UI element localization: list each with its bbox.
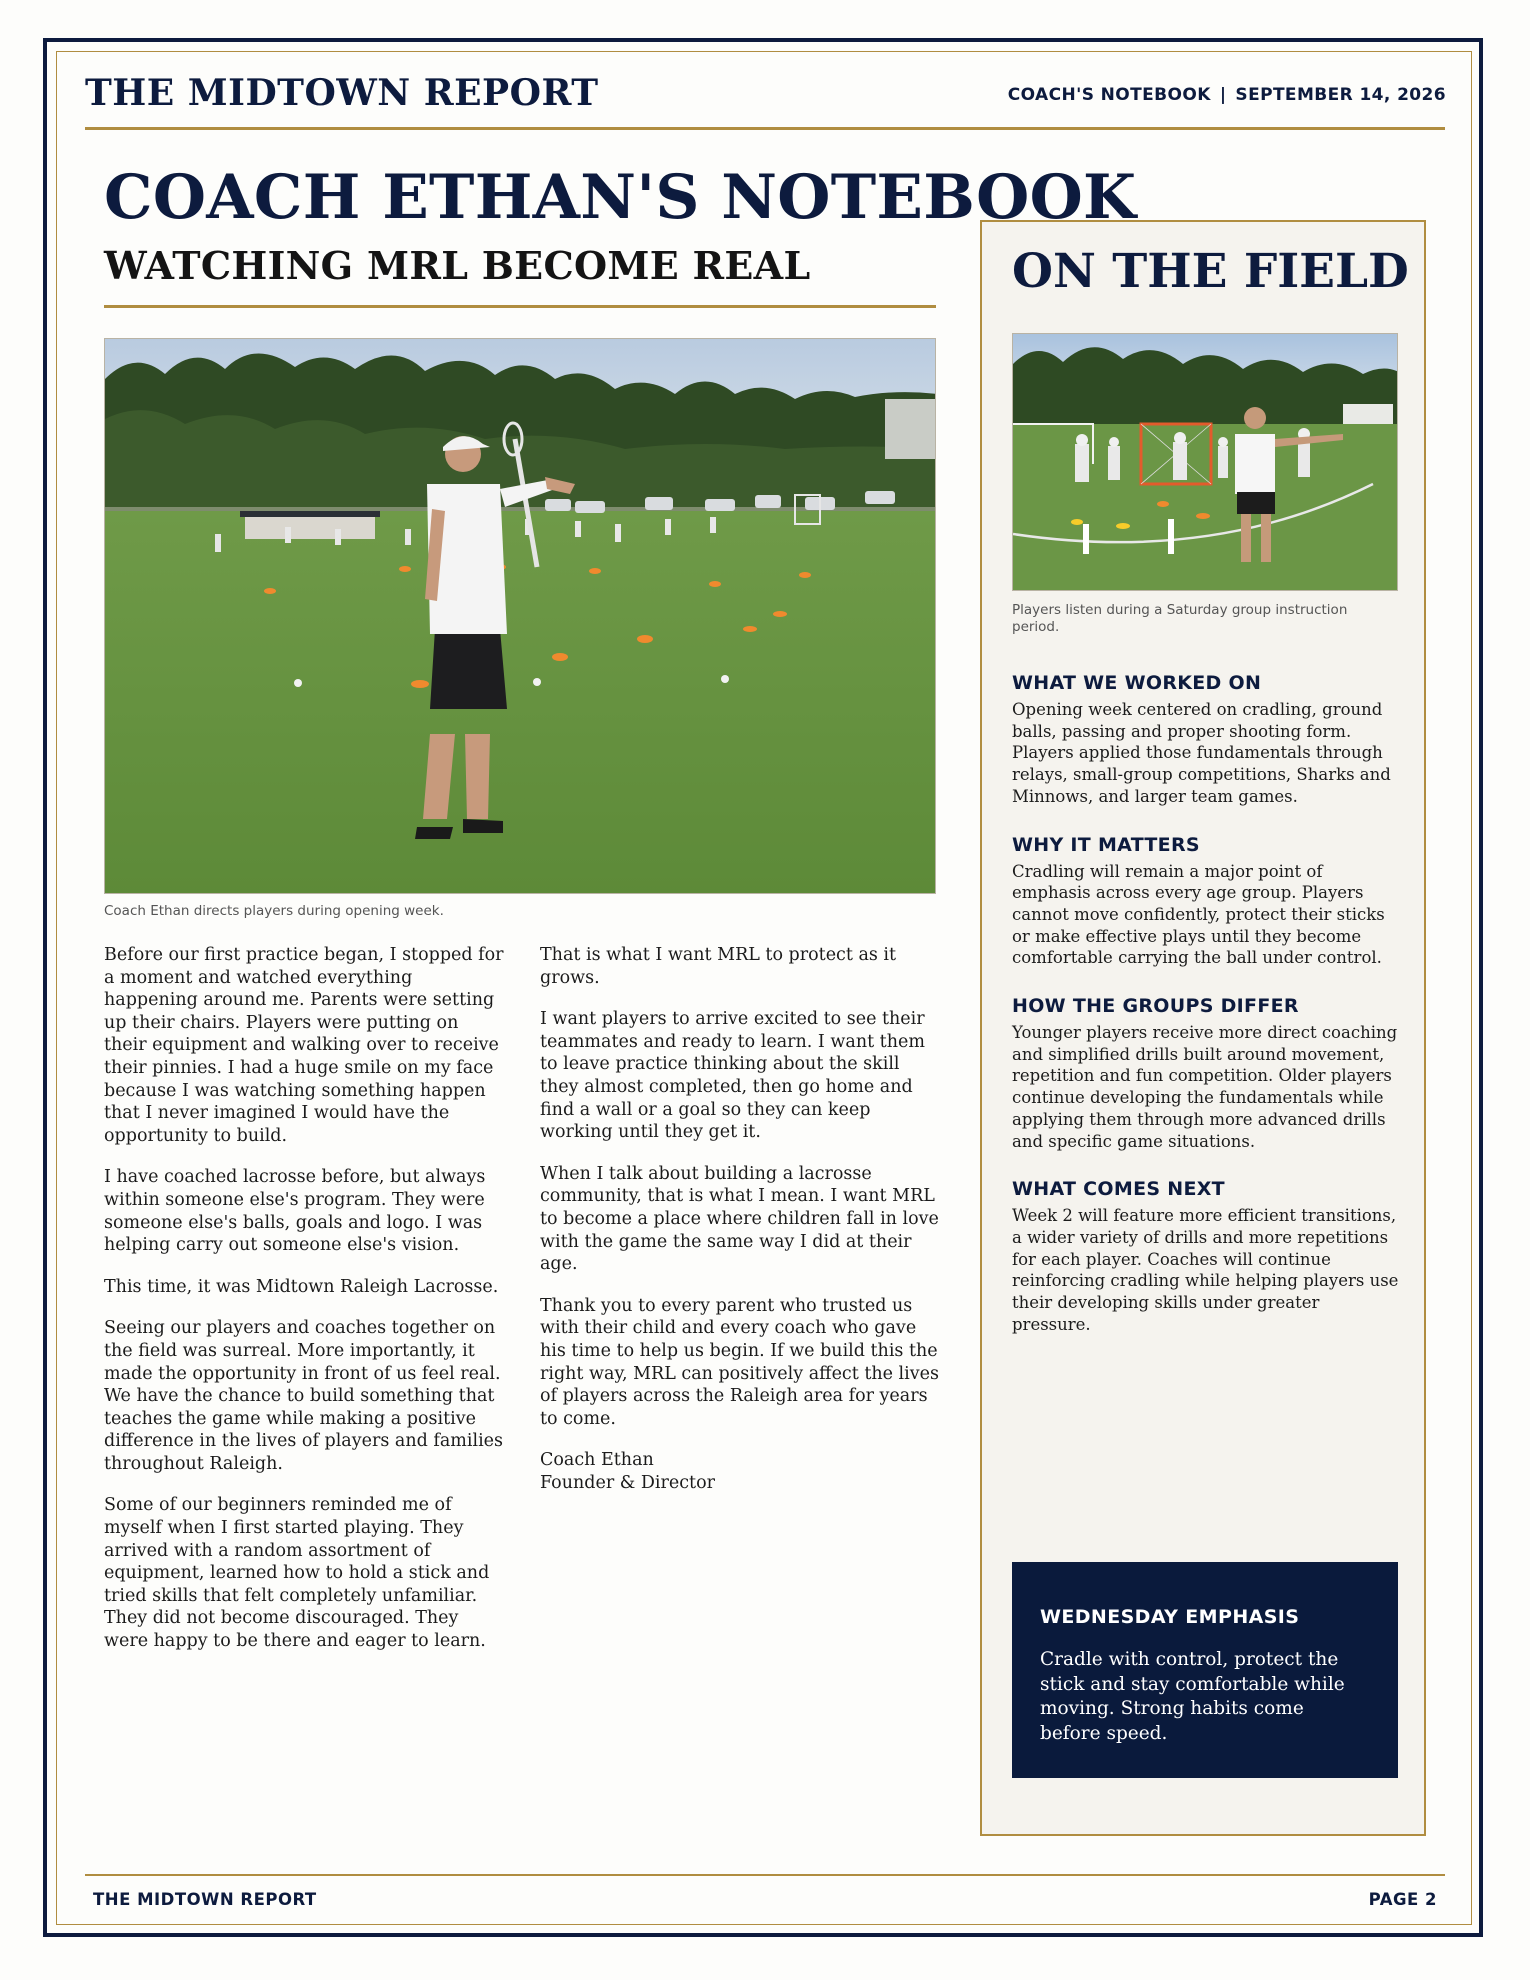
- article-paragraph: When I talk about building a lacrosse community, that is what I mean. I want MRL to become a place where children fall in love with the game the same way I did at their age.: [540, 1163, 939, 1275]
- sidebar-section-heading: WHAT COMES NEXT: [1012, 1178, 1225, 1201]
- article-paragraph: Seeing our players and coaches together on the field was surreal. More importantly, it made the opportunity in front of us feel real. We have the chance to build something that teaches the game while making a positive difference in the lives of players and families throughout Raleigh.: [104, 1318, 503, 1474]
- masthead-separator: |: [1219, 85, 1227, 105]
- sidebar-title: ON THE FIELD: [1012, 244, 1409, 299]
- article-subheadline: WATCHING MRL BECOME REAL: [104, 243, 811, 288]
- sidebar-photo: [1012, 333, 1398, 591]
- footer-page-number: PAGE 2: [1368, 1890, 1437, 1909]
- article-paragraph: I have coached lacrosse before, but always within someone else's program. They were someone else's balls, goals and logo. I was helping carry out someone else's vision.: [104, 1167, 486, 1256]
- masthead-rule: [85, 127, 1445, 130]
- masthead-date: SEPTEMBER 14, 2026: [1235, 85, 1446, 105]
- article-paragraph: That is what I want MRL to protect as it grows.: [540, 945, 897, 988]
- article-paragraph: Before our first practice began, I stopped for a moment and watched everything happening around me. Parents were setting up their chairs. Players were putting on their equipment and walking over to receive their pinnies. I had a huge smile on my face because I was watching something happen that I never imagined I would have the opportunity to build.: [104, 945, 504, 1146]
- sidebar-section-heading: WHAT WE WORKED ON: [1012, 672, 1262, 694]
- sidebar-section-worked-on: [1012, 672, 1400, 808]
- article-column-1: [104, 944, 506, 1672]
- sidebar-section-heading: WHY IT MATTERS: [1012, 833, 1200, 856]
- main-photo-caption: Coach Ethan directs players during opening week.: [104, 903, 444, 919]
- main-photo: [104, 338, 936, 894]
- sidebar-sections: [1012, 672, 1400, 1361]
- sidebar: [980, 220, 1426, 1836]
- masthead-section: COACH'S NOTEBOOK: [1007, 85, 1211, 105]
- footer-rule: [85, 1874, 1445, 1876]
- sidebar-section-what-comes-next: [1012, 1178, 1400, 1335]
- sidebar-photo-caption: Players listen during a Saturday group instruction period.: [1012, 602, 1348, 635]
- sidebar-section-body: Opening week centered on cradling, ground balls, passing and proper shooting form. Players applied those fundamentals through relays, small-group competitions, Sharks and Minnows, and larger team games.: [1012, 700, 1391, 806]
- masthead-meta: [1008, 85, 1446, 105]
- article-signoff: [540, 1449, 942, 1494]
- article-paragraph: Some of our beginners reminded me of myself when I first started playing. They arrived with a random assortment of equipment, learned how to hold a stick and tried skills that felt completely unfamiliar. They did not become discouraged. They were happy to be there and eager to learn.: [104, 1495, 490, 1652]
- article-paragraph: Thank you to every parent who trusted us with their child and every coach who gave his time to help us begin. If we build this the right way, MRL can positively affect the lives of players across the Raleigh area for years to come.: [540, 1295, 939, 1429]
- article-paragraph: I want players to arrive excited to see their teammates and ready to learn. I want them to leave practice thinking about the skill they almost completed, then go home and find a wall or a goal so they can keep working until they get it.: [540, 1009, 925, 1143]
- sidebar-section-why-it-matters: [1012, 834, 1400, 970]
- article-paragraph: This time, it was Midtown Raleigh Lacrosse.: [104, 1276, 499, 1297]
- signoff-name: Coach Ethan: [540, 1450, 654, 1471]
- callout-body: Cradle with control, protect the stick and stay comfortable while moving. Strong habits come before speed.: [1040, 1649, 1345, 1744]
- sidebar-section-body: Cradling will remain a major point of emphasis across every age group. Players cannot move confidently, protect their sticks or make effective plays until they become comfortable carrying the ball under control.: [1012, 861, 1385, 968]
- footer-publication: THE MIDTOWN REPORT: [93, 1890, 317, 1909]
- signoff-title: Founder & Director: [540, 1472, 715, 1493]
- masthead-title: THE MIDTOWN REPORT: [85, 72, 599, 114]
- wednesday-emphasis-callout: [1012, 1562, 1398, 1778]
- sidebar-section-heading: HOW THE GROUPS DIFFER: [1012, 995, 1299, 1018]
- article-column-2: [540, 944, 942, 1494]
- sidebar-section-body: Younger players receive more direct coaching and simplified drills built around movement, repetition and fun competition. Older players continue developing the fundamentals while applying them through more advanced drills and specific game situations.: [1012, 1023, 1398, 1151]
- article-headline: COACH ETHAN'S NOTEBOOK: [104, 162, 1137, 233]
- callout-heading: WEDNESDAY EMPHASIS: [1040, 1606, 1300, 1628]
- sidebar-section-body: Week 2 will feature more efficient transitions, a wider variety of drills and more repetitions for each player. Coaches will continue reinforcing cradling while helping players use their developing skills under greater pressure.: [1012, 1206, 1399, 1334]
- sidebar-section-groups-differ: [1012, 995, 1400, 1152]
- headline-rule: [104, 305, 936, 308]
